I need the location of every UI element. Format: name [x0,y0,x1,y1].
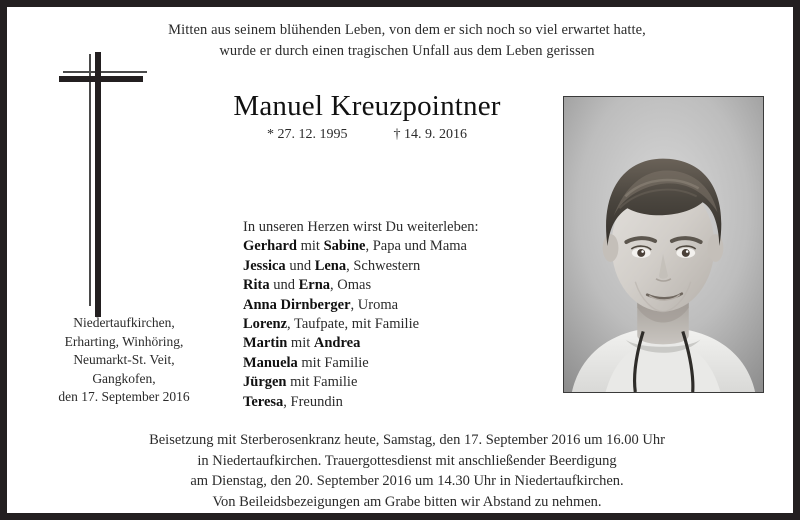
birth-date: * 27. 12. 1995 [267,127,348,142]
life-dates [157,127,577,143]
family-member-role: , Freundin [283,393,343,410]
family-list [243,218,563,412]
cross-horizontal-stroke [59,76,143,82]
family-member-connector: und [269,277,299,294]
family-member-name-secondary: Andrea [313,335,361,352]
family-member-row [243,276,563,295]
portrait-photo-graphic [564,97,763,392]
notice-date: den 17. September 2016 [58,389,190,404]
death-date: † 14. 9. 2016 [393,127,467,142]
family-member-name-secondary: Sabine [323,238,366,255]
family-member-row [243,354,563,373]
family-member-name-secondary: Lena [314,257,347,274]
family-member-row [243,296,563,315]
family-rows [243,237,563,412]
family-member-name-secondary: Erna [298,277,331,294]
family-member-role: , Taufpate, mit Familie [287,316,420,333]
family-member-name: Lorenz [243,316,288,333]
family-member-role: , Schwestern [346,257,421,274]
verse-line-2: wurde er durch einen tragischen Unfall aus dem Leben gerissen [219,43,595,59]
family-member-name: Rita [243,277,270,294]
family-member-name: Teresa [243,393,284,410]
family-member-role: , Uroma [350,296,399,313]
verse-line-1: Mitten aus seinem blühenden Leben, von dem er sich noch so viel erwartet hatte, [168,22,646,38]
family-member-name: Jessica [243,257,286,274]
portrait-photo [563,96,764,393]
funeral-line-1: Beisetzung mit Sterberosenkranz heute, Samstag, den 17. September 2016 um 16.00 Uhr [149,432,665,448]
family-member-role: , Omas [330,277,372,294]
family-member-role: mit Familie [286,374,358,391]
family-member-row [243,334,563,353]
cross-vertical-thin-stroke [89,54,91,306]
family-intro: In unseren Herzen wirst Du weiterleben: [243,219,479,235]
cross-horizontal-thin-stroke [63,71,147,73]
family-member-name: Anna Dirnberger [243,296,351,313]
family-member-role: mit Familie [297,354,369,371]
funeral-details [47,430,767,512]
family-member-name: Manuela [243,354,298,371]
family-member-name: Gerhard [243,238,297,255]
family-member-name: Jürgen [243,374,287,391]
funeral-line-2: in Niedertaufkirchen. Trauergottesdienst mit anschließender Beerdigung [197,452,617,469]
funeral-line-3: am Dienstag, den 20. September 2016 um 14.30 Uhr in Niedertaufkirchen. [190,473,624,489]
family-member-row [243,257,563,276]
family-member-connector: mit [287,335,314,352]
cross-icon [45,52,155,317]
family-member-row [243,393,563,412]
family-member-role: , Papa und Mama [365,238,467,255]
funeral-line-4: Von Beileidsbezeigungen am Grabe bitten wir Abstand zu nehmen. [212,493,602,510]
location-line-3: Neumarkt-St. Veit, [73,352,175,367]
locations-block [19,314,229,407]
family-member-row [243,373,563,392]
family-member-connector: mit [296,238,324,255]
memorial-verse [77,20,737,62]
cross-vertical-stroke [95,52,101,317]
family-member-connector: und [285,257,315,274]
family-member-row [243,315,563,334]
deceased-name: Manuel Kreuzpointner [233,90,501,122]
family-member-row [243,237,563,256]
family-member-name: Martin [243,335,288,352]
location-line-1: Niedertaufkirchen, [73,315,175,330]
location-line-4: Gangkofen, [92,370,156,386]
location-line-2: Erharting, Winhöring, [64,333,184,349]
